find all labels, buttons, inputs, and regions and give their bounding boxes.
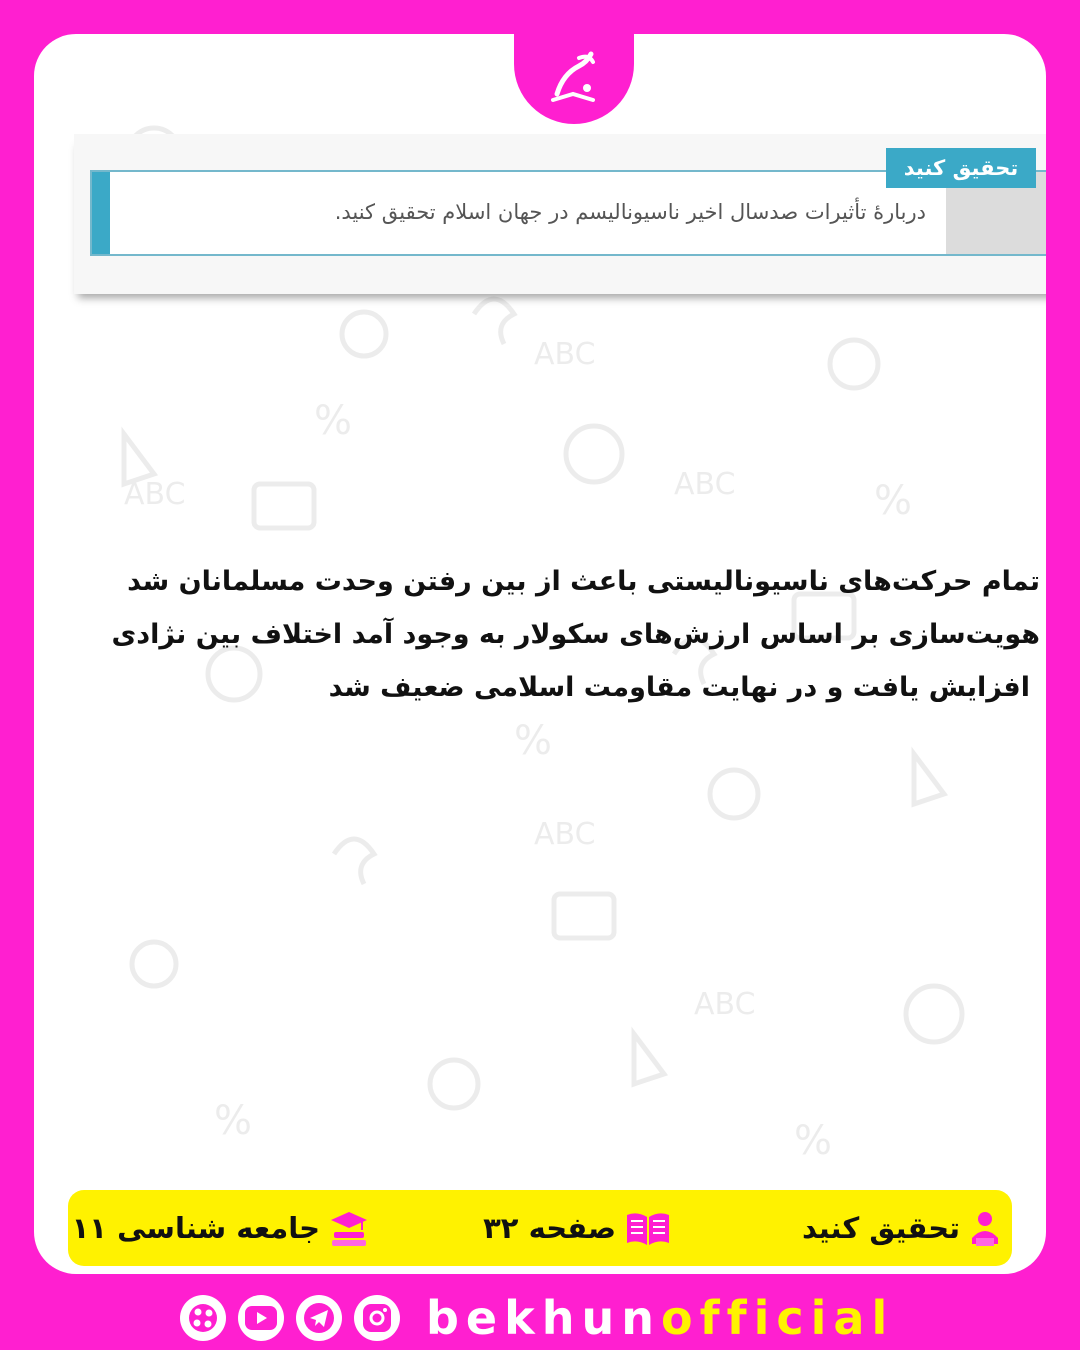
answer-text <box>40 555 1040 714</box>
instagram-icon[interactable] <box>354 1295 400 1341</box>
textbook-scan <box>74 134 1046 294</box>
footer-section-label: تحقیق کنید <box>801 1211 960 1245</box>
youtube-icon[interactable] <box>238 1295 284 1341</box>
brand-wordmark <box>426 1291 894 1345</box>
svg-text:%: % <box>794 1118 833 1164</box>
answer-line-1: تمام حرکت‌های ناسیونالیستی باعث از بین رفتن وحدت مسلمانان شد <box>127 566 1040 597</box>
open-book-icon <box>624 1209 672 1247</box>
svg-text:%: % <box>314 398 353 444</box>
bekhun-logo-icon <box>539 44 609 114</box>
teacher-icon <box>968 1208 1002 1248</box>
question-tag: تحقیق کنید <box>886 148 1036 188</box>
brand-part-1: bekhun <box>426 1291 661 1345</box>
svg-text:ABC: ABC <box>694 987 756 1022</box>
svg-text:%: % <box>214 1098 253 1144</box>
answer-line-3: افزایش یافت و در نهایت مقاومت اسلامی ضعیف شد <box>328 672 1030 703</box>
svg-text:%: % <box>874 478 913 524</box>
svg-text:ABC: ABC <box>674 467 736 502</box>
brand-part-2: official <box>660 1291 895 1345</box>
aparat-icon[interactable] <box>180 1295 226 1341</box>
footer-book-label: جامعه شناسی ۱۱ <box>71 1211 320 1245</box>
footer-page-label: صفحه ۳۲ <box>483 1211 616 1245</box>
question-prompt: دربارهٔ تأثیرات صدسال اخیر ناسیونالیسم در جهان اسلام تحقیق کنید. <box>334 200 926 224</box>
footer-page <box>483 1190 672 1266</box>
svg-text:ABC: ABC <box>534 337 596 372</box>
svg-text:%: % <box>514 718 553 764</box>
answer-line-2: هویت‌سازی بر اساس ارزش‌های سکولار به وجود آمد اختلاف بین نژادی <box>111 619 1040 650</box>
left-accent-bar <box>92 172 110 254</box>
social-bar <box>180 1290 894 1346</box>
footer-section <box>802 1190 1002 1266</box>
graduation-books-icon <box>328 1208 370 1248</box>
footer-bar <box>68 1190 1012 1266</box>
svg-text:ABC: ABC <box>124 477 186 512</box>
telegram-icon[interactable] <box>296 1295 342 1341</box>
footer-book <box>72 1190 370 1266</box>
svg-text:ABC: ABC <box>534 817 596 852</box>
